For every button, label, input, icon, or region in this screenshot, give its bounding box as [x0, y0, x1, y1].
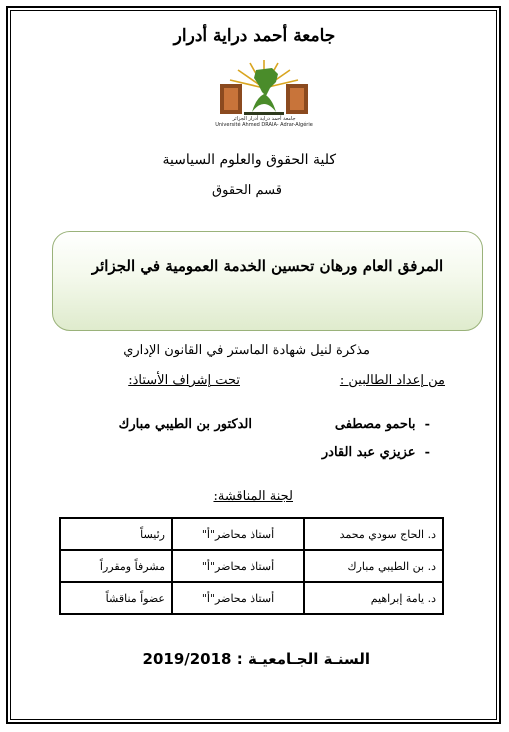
- committee-member-role: عضواً مناقشاً: [60, 582, 172, 614]
- table-row: [60, 550, 443, 582]
- memo-description: مذكرة لنيل شهادة الماستر في القانون الإداري: [123, 343, 370, 358]
- africa-map-icon: [254, 68, 278, 96]
- committee-label: لجنة المناقشة:: [213, 489, 293, 504]
- thesis-title: المرفق العام ورهان تحسين الخدمة العمومية في الجزائر: [91, 257, 444, 275]
- thesis-title-box: [52, 231, 483, 331]
- committee-member-name: د. الحاج سودي محمد: [304, 518, 443, 550]
- table-row: [60, 518, 443, 550]
- faculty-name: كلية الحقوق والعلوم السياسية: [162, 152, 336, 168]
- student-2: - عزيزي عبد القادر: [321, 445, 430, 460]
- student-1: - باحمو مصطفى: [334, 417, 430, 432]
- committee-member-role: رئيساً: [60, 518, 172, 550]
- committee-table: [59, 517, 444, 615]
- committee-member-rank: أستاذ محاضر"أ": [172, 582, 304, 614]
- committee-member-name: د. يامة إبراهيم: [304, 582, 443, 614]
- committee-member-role: مشرفاً ومقرراً: [60, 550, 172, 582]
- academic-year: السنـة الجـامعيـة : 2019/2018: [142, 650, 370, 668]
- supervision-label: تحت إشراف الأستاذ:: [128, 373, 240, 388]
- department-name: قسم الحقوق: [212, 183, 282, 198]
- prepared-by-label: من إعداد الطالبين :: [339, 373, 445, 388]
- university-name: جامعة أحمد دراية أدرار: [173, 26, 336, 46]
- committee-member-name: د. بن الطيبي مبارك: [304, 550, 443, 582]
- committee-member-rank: أستاذ محاضر"أ": [172, 518, 304, 550]
- palm-leaves-icon: [252, 94, 276, 112]
- logo-caption: جامعة أحمد دراية أدرار الجزائر Université Ahmed DRAIA- Adrar-Algérie: [215, 116, 313, 128]
- supervisor-name: الدكتور بن الطيبي مبارك: [118, 417, 252, 432]
- table-row: [60, 582, 443, 614]
- committee-member-rank: أستاذ محاضر"أ": [172, 550, 304, 582]
